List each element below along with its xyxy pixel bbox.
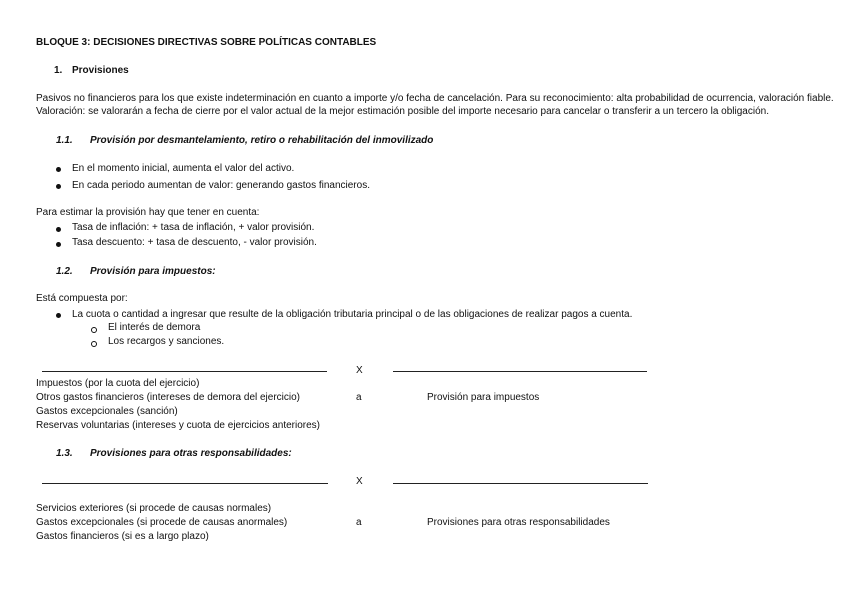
subsection-1-1-heading: Provisión por desmantelamiento, retiro o rehabilitación del inmovilizado [90, 135, 434, 146]
journal-debit-line: Gastos financieros (si es a largo plazo) [36, 531, 209, 542]
section-1-number: 1. [54, 65, 63, 76]
subsection-1-2-number: 1.2. [56, 266, 73, 277]
sub-list-item: El interés de demora [108, 322, 201, 333]
section-1-heading: Provisiones [72, 65, 129, 76]
journal-x-marker: X [356, 476, 363, 487]
journal-rule-right [393, 371, 647, 372]
journal-debit-line: Otros gastos financieros (intereses de demora del ejercicio) [36, 392, 301, 403]
journal-rule-left [42, 371, 327, 372]
circle-bullet [91, 341, 97, 347]
journal-a-connector: a [356, 517, 362, 528]
journal-debit-line: Reservas voluntarias (intereses y cuota de ejercicios anteriores) [36, 420, 321, 431]
journal-debit-line: Gastos excepcionales (sanción) [36, 406, 178, 417]
bullet-dot [56, 227, 61, 232]
list-item: Tasa descuento: + tasa de descuento, - valor provisión. [72, 237, 317, 248]
journal-debit-line: Gastos excepcionales (si procede de causas anormales) [36, 517, 288, 528]
bullet-dot [56, 167, 61, 172]
section-1-paragraph-line-1: Pasivos no financieros para los que existe indeterminación en cuanto a importe y/o fecha de cancelación. Para su reconocimiento: alta probabilidad de ocurrencia, valoración fiable. [36, 93, 834, 104]
list-item: La cuota o cantidad a ingresar que resulte de la obligación tributaria principal o de las obligaciones de realizar pagos a cuenta. [72, 309, 633, 320]
journal-credit-line: Provisiones para otras responsabilidades [427, 517, 610, 528]
subsection-1-3-number: 1.3. [56, 448, 73, 459]
journal-a-connector: a [356, 392, 362, 403]
list-item: En el momento inicial, aumenta el valor del activo. [72, 163, 295, 174]
document-title: BLOQUE 3: DECISIONES DIRECTIVAS SOBRE POLÍTICAS CONTABLES [36, 37, 377, 48]
bullet-dot [56, 313, 61, 318]
subsection-1-1-number: 1.1. [56, 135, 73, 146]
journal-debit-line: Servicios exteriores (si procede de causas normales) [36, 503, 272, 514]
journal-x-marker: X [356, 365, 363, 376]
subsection-1-2-heading: Provisión para impuestos: [90, 266, 216, 277]
bullet-dot [56, 184, 61, 189]
journal-debit-line: Impuestos (por la cuota del ejercicio) [36, 378, 200, 389]
subsection-1-3-heading: Provisiones para otras responsabilidades: [90, 448, 292, 459]
journal-rule-left [42, 483, 328, 484]
bullet-dot [56, 242, 61, 247]
list-item: Tasa de inflación: + tasa de inflación, + valor provisión. [72, 222, 315, 233]
journal-credit-line: Provisión para impuestos [427, 392, 540, 403]
section-1-paragraph-line-2: Valoración: se valorarán a fecha de cierre por el valor actual de la mejor estimación posible del importe necesario para cancelar o transferir a un tercero la obligación. [36, 106, 769, 117]
circle-bullet [91, 327, 97, 333]
list-item: En cada periodo aumentan de valor: generando gastos financieros. [72, 180, 370, 191]
sub-list-item: Los recargos y sanciones. [108, 336, 225, 347]
journal-rule-right [393, 483, 648, 484]
estimation-intro: Para estimar la provisión hay que tener en cuenta: [36, 207, 260, 218]
composition-intro: Está compuesta por: [36, 293, 128, 304]
